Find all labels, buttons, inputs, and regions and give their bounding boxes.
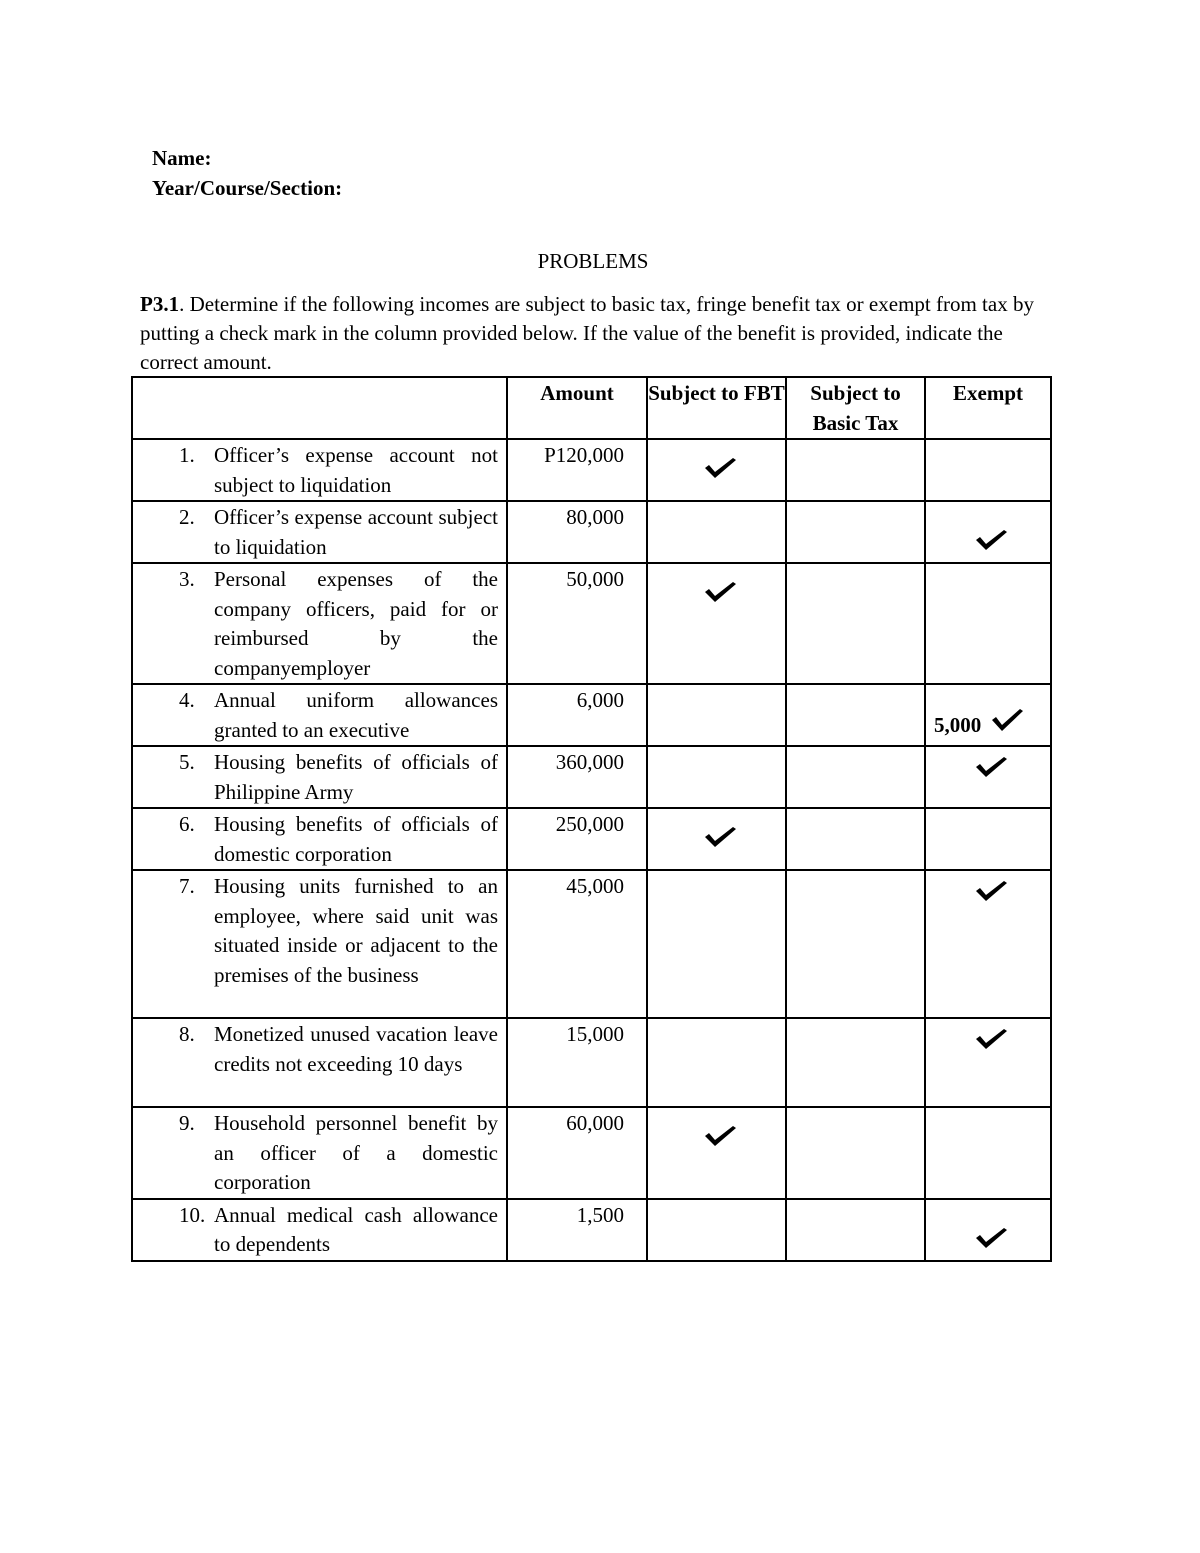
row-description: Officer’s expense account subject to liquidation [214,505,498,559]
row-description: Officer’s expense account not subject to liquidation [214,443,498,497]
row-number: 8. [179,1022,195,1046]
check-mark-icon [703,1124,737,1148]
table-row [132,563,1051,684]
row-description-cell [132,808,507,870]
fbt-cell[interactable] [647,501,786,563]
row-number: 3. [179,567,195,591]
fbt-cell[interactable] [647,870,786,1018]
problem-statement [140,290,1040,377]
fbt-cell[interactable] [647,808,786,870]
check-mark-icon [974,1027,1008,1051]
row-description-cell [132,1199,507,1261]
basic-tax-cell[interactable] [786,1107,925,1199]
basic-tax-cell[interactable] [786,1199,925,1261]
exempt-cell[interactable] [925,501,1051,563]
name-label: Name: [152,146,212,170]
row-amount: 80,000 [507,501,647,563]
row-number: 6. [179,812,195,836]
header-amount: Amount [507,377,647,439]
basic-tax-cell[interactable] [786,870,925,1018]
row-description: Household personnel benefit by an officer of a domestic corporation [214,1111,498,1194]
exempt-value: 5,000 [934,713,982,737]
row-number: 2. [179,505,195,529]
row-amount: 360,000 [507,746,647,808]
check-mark-icon [703,580,737,604]
check-mark-icon [974,528,1008,552]
basic-tax-cell[interactable] [786,684,925,746]
exempt-cell[interactable] [925,439,1051,501]
header-fbt: Subject to FBT [647,377,786,439]
row-amount: 50,000 [507,563,647,684]
problem-text: . Determine if the following incomes are subject to basic tax, fringe benefit tax or exempt from tax by putting a check mark in the column provided below. If the value of the benefit is provided, indicate the correct amount. [140,292,1034,374]
row-number: 4. [179,688,195,712]
table-row [132,439,1051,501]
table-row [132,1018,1051,1107]
table-row [132,746,1051,808]
exempt-cell[interactable] [925,870,1051,1018]
row-description: Housing benefits of officials of domestic corporation [214,812,498,866]
basic-tax-cell[interactable] [786,501,925,563]
basic-tax-cell[interactable] [786,563,925,684]
header-description [132,377,507,439]
table-row [132,870,1051,1018]
exempt-cell[interactable] [925,563,1051,684]
table-row [132,808,1051,870]
header-basic-tax: Subject to Basic Tax [786,377,925,439]
row-amount: 60,000 [507,1107,647,1199]
check-mark-icon [974,755,1008,779]
fbt-cell[interactable] [647,1199,786,1261]
check-mark-icon [990,707,1024,733]
row-description: Personal expenses of the company officers, paid for or reimbursed by the companyemployer [214,567,498,680]
row-description-cell [132,684,507,746]
fbt-cell[interactable] [647,684,786,746]
exempt-cell[interactable] [925,1199,1051,1261]
tax-classification-table [131,376,1052,1262]
row-number: 5. [179,750,195,774]
fbt-cell[interactable] [647,1107,786,1199]
header-exempt: Exempt [925,377,1051,439]
basic-tax-cell[interactable] [786,439,925,501]
basic-tax-cell[interactable] [786,808,925,870]
exempt-cell[interactable] [925,1018,1051,1107]
row-amount: 45,000 [507,870,647,1018]
fbt-cell[interactable] [647,439,786,501]
row-amount: 250,000 [507,808,647,870]
row-description-cell [132,563,507,684]
row-description-cell [132,501,507,563]
row-number: 9. [179,1111,195,1135]
row-amount: P120,000 [507,439,647,501]
check-mark-icon [974,879,1008,903]
exempt-cell[interactable] [925,684,1051,746]
row-amount: 15,000 [507,1018,647,1107]
row-description-cell [132,1018,507,1107]
row-description-cell [132,870,507,1018]
row-description-cell [132,746,507,808]
fbt-cell[interactable] [647,563,786,684]
table-header-row [132,377,1051,439]
row-description: Annual medical cash allowance to dependents [214,1202,498,1256]
row-number: 10. [179,1202,206,1227]
row-amount: 1,500 [507,1199,647,1261]
row-description: Monetized unused vacation leave credits not exceeding 10 days [214,1022,498,1076]
table-row [132,1199,1051,1261]
check-mark-icon [974,1226,1008,1250]
exempt-cell[interactable] [925,746,1051,808]
fbt-cell[interactable] [647,746,786,808]
page-title: PROBLEMS [537,249,649,273]
row-description: Housing benefits of officials of Philippine Army [214,750,498,804]
row-amount: 6,000 [507,684,647,746]
row-description: Housing units furnished to an employee, where said unit was situated inside or adjacent to the premises of the business [214,874,498,987]
table-row [132,684,1051,746]
basic-tax-cell[interactable] [786,746,925,808]
fbt-cell[interactable] [647,1018,786,1107]
row-description-cell [132,1107,507,1199]
row-description-cell [132,439,507,501]
exempt-cell[interactable] [925,808,1051,870]
exempt-cell[interactable] [925,1107,1051,1199]
row-number: 1. [179,443,195,467]
table-row [132,1107,1051,1199]
check-mark-icon [703,456,737,480]
check-mark-icon [703,825,737,849]
table-row [132,501,1051,563]
year-course-section-label: Year/Course/Section: [152,176,343,200]
basic-tax-cell[interactable] [786,1018,925,1107]
row-number: 7. [179,874,195,898]
problem-number: P3.1 [140,292,180,316]
row-description: Annual uniform allowances granted to an executive [214,688,498,742]
